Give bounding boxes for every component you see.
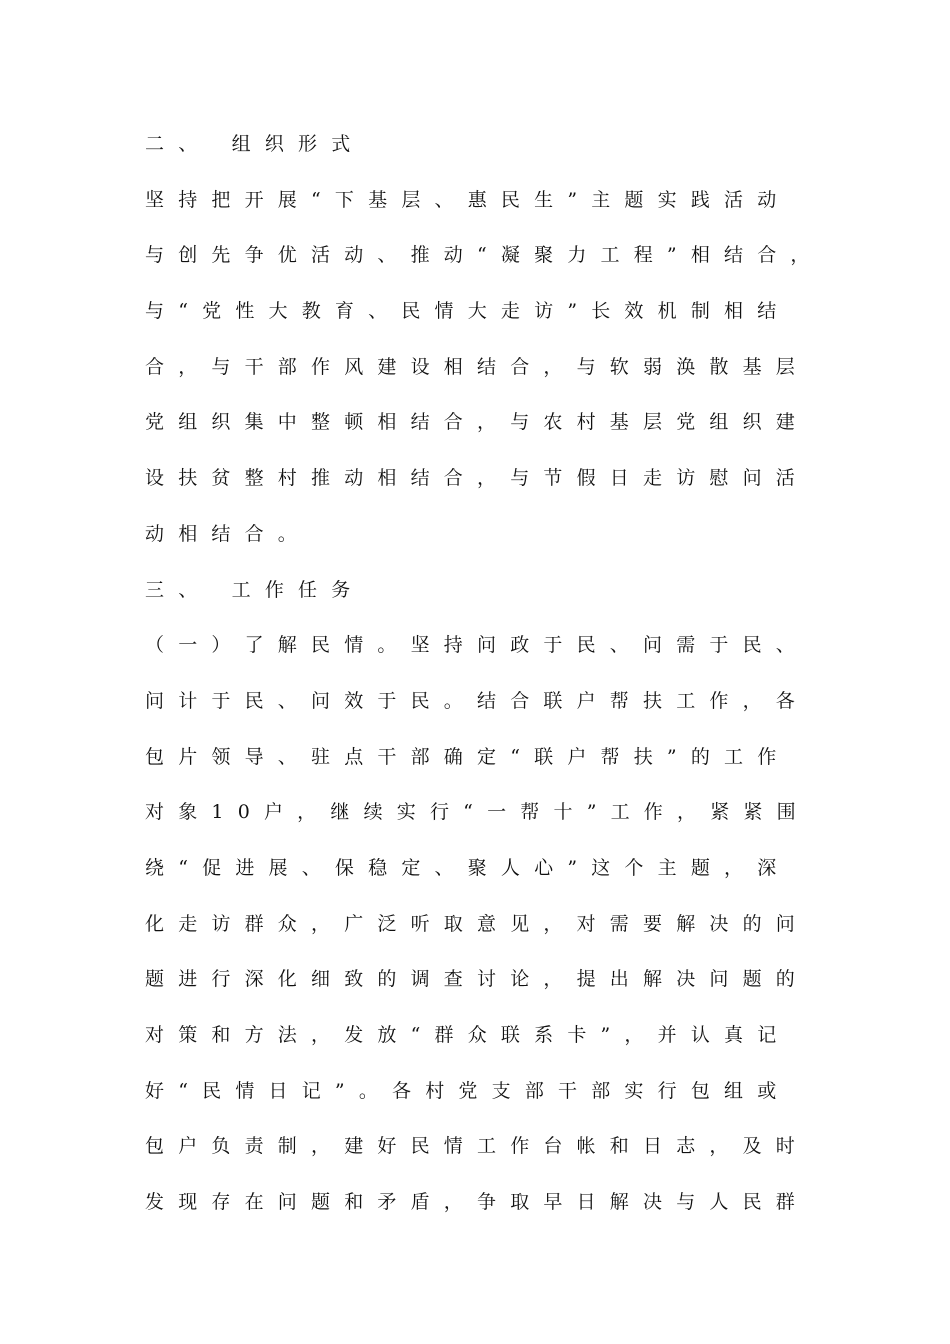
- paragraph-line: 动相结合。: [145, 522, 312, 545]
- paragraph-line: 坚持把开展“下基层、惠民生”主题实践活动: [145, 188, 791, 211]
- paragraph-line: 问计于民、问效于民。结合联户帮扶工作，各: [145, 689, 810, 712]
- paragraph-line: 与“党性大教育、民情大走访”长效机制相结: [145, 300, 791, 323]
- section-heading-organization: 二、 组织形式: [145, 133, 365, 155]
- paragraph-line: 对象10户，继续实行“一帮十”工作，紧紧围: [145, 801, 810, 824]
- paragraph-line: 好“民情日记”。各村党支部干部实行包组或: [145, 1079, 791, 1102]
- paragraph-line: 与创先争优活动、推动“凝聚力工程”相结合，: [145, 244, 824, 267]
- paragraph-line: 题进行深化细致的调查讨论，提出解决问题的: [145, 968, 810, 991]
- paragraph-line: 包户负责制，建好民情工作台帐和日志，及时: [145, 1135, 810, 1158]
- section-heading-tasks: 三、 工作任务: [145, 578, 365, 601]
- paragraph-line: 设扶贫整村推动相结合，与节假日走访慰问活: [145, 467, 810, 490]
- body-text: [145, 126, 935, 1240]
- paragraph-line: 发现存在问题和矛盾，争取早日解决与人民群: [145, 1191, 810, 1214]
- paragraph-line: 绕“促进展、保稳定、聚人心”这个主题，深: [145, 856, 791, 879]
- paragraph-line: 化走访群众，广泛听取意见，对需要解决的问: [145, 912, 810, 935]
- paragraph-line: 合，与干部作风建设相结合，与软弱涣散基层: [145, 355, 810, 378]
- paragraph-line: （一）了解民情。坚持问政于民、问需于民、: [145, 634, 810, 657]
- paragraph-line: 对策和方法，发放“群众联系卡”，并认真记: [145, 1024, 791, 1046]
- paragraph-line: 党组织集中整顿相结合，与农村基层党组织建: [145, 411, 810, 434]
- paragraph-line: 包片领导、驻点干部确定“联户帮扶”的工作: [145, 745, 791, 768]
